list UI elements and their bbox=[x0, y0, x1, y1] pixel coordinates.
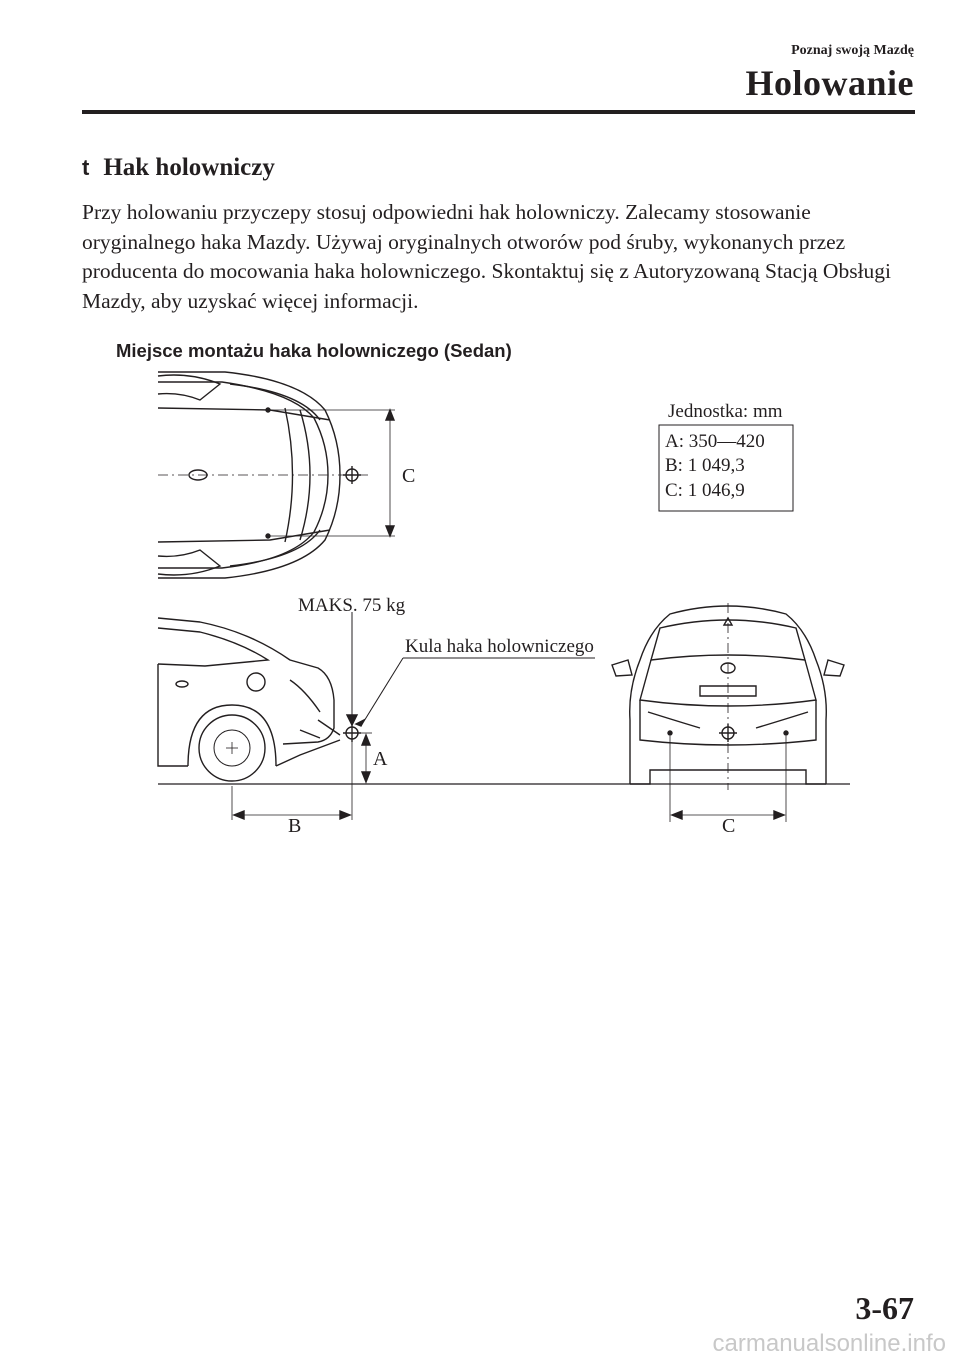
section-title: Holowanie bbox=[745, 63, 914, 103]
header-rule bbox=[82, 110, 915, 114]
chapter-title: Poznaj swoją Mazdę bbox=[791, 43, 914, 58]
car-top-view bbox=[158, 372, 395, 578]
dim-c-rear-label: C bbox=[722, 815, 736, 837]
dim-b-label: B bbox=[288, 815, 302, 837]
subsection-heading bbox=[82, 154, 275, 182]
spec-a: A: 350—420 bbox=[665, 431, 765, 452]
figure-caption: Miejsce montażu haka holowniczego (Sedan) bbox=[116, 340, 512, 361]
hitch-ball-label: Kula haka holowniczego bbox=[405, 636, 594, 657]
watermark: carmanualsonline.info bbox=[712, 1330, 946, 1357]
spec-b: B: 1 049,3 bbox=[665, 455, 745, 476]
dim-a-label: A bbox=[373, 748, 388, 770]
body-paragraph: Przy holowaniu przyczepy stosuj odpowiedni hak holowniczy. Zalecamy stosowanie oryginalnego haka Mazdy. Używaj oryginalnych otworów pod śruby, wykonanych przez producenta do mocowania haka holowniczego. Skontaktuj się z Autoryzowaną Stacją Obsługi Mazdy, aby uzyskać więcej informacji. bbox=[82, 200, 892, 313]
tow-hitch-diagram bbox=[0, 360, 960, 840]
dim-c-top-label: C bbox=[402, 465, 416, 487]
page-number: 3-67 bbox=[855, 1290, 914, 1326]
max-load-label: MAKS. 75 kg bbox=[298, 595, 406, 616]
unit-label: Jednostka: mm bbox=[668, 401, 783, 422]
heading-bullet: t bbox=[82, 155, 90, 180]
spec-c: C: 1 046,9 bbox=[665, 480, 745, 501]
car-rear-view bbox=[612, 603, 844, 822]
heading-title: Hak holowniczy bbox=[103, 154, 275, 181]
